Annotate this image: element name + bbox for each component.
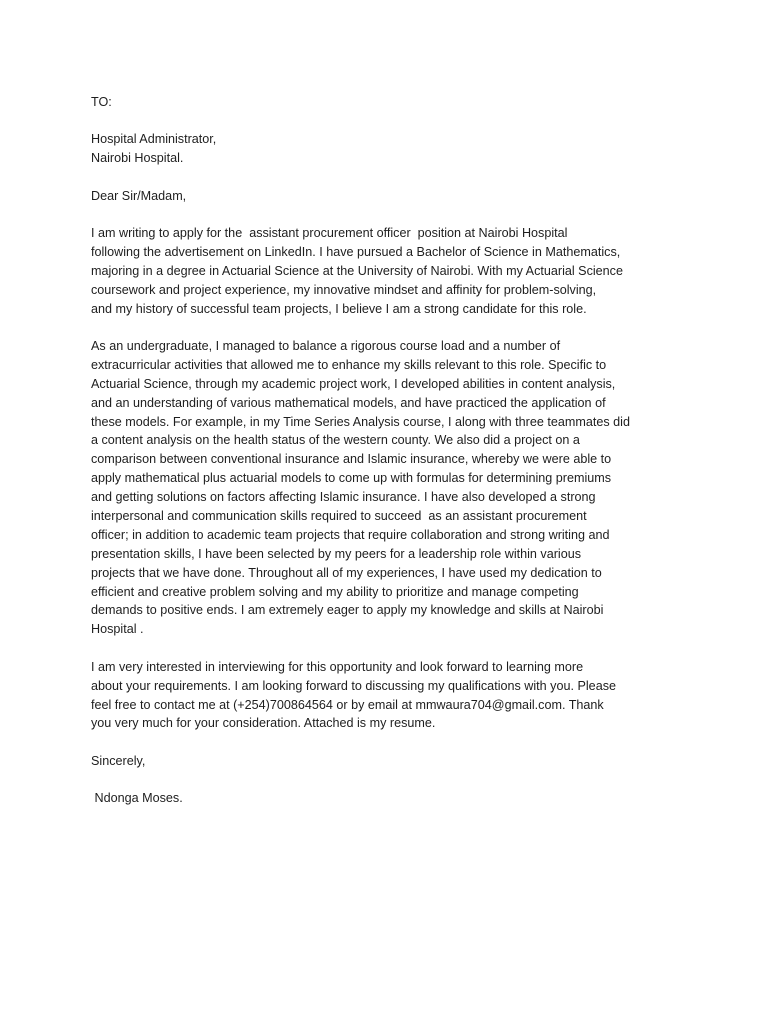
recipient-organization: Nairobi Hospital.	[91, 151, 184, 166]
paragraph-line: apply mathematical plus actuarial models to come up with formulas for determining premiums	[91, 471, 612, 486]
recipient-title: Hospital Administrator,	[91, 132, 217, 147]
spacer	[91, 639, 691, 658]
paragraph-closing	[91, 658, 691, 734]
paragraph-line: presentation skills, I have been selected by my peers for a leadership role within various	[91, 546, 582, 561]
signature: Ndonga Moses.	[91, 791, 183, 806]
paragraph-line: and getting solutions on factors affecting Islamic insurance. I have also developed a strong	[91, 490, 596, 505]
paragraph-line: these models. For example, in my Time Series Analysis course, I along with three teammates did	[91, 414, 630, 429]
salutation: Dear Sir/Madam,	[91, 188, 187, 203]
paragraph-intro	[91, 224, 691, 318]
paragraph-line: and an understanding of various mathematical models, and have practiced the application of	[91, 395, 606, 410]
closing: Sincerely,	[91, 753, 146, 768]
spacer	[91, 206, 691, 225]
paragraph-line: projects that we have done. Throughout all of my experiences, I have used my dedication to	[91, 565, 602, 580]
paragraph-line: following the advertisement on LinkedIn. I have pursued a Bachelor of Science in Mathematics,	[91, 244, 621, 259]
spacer	[91, 112, 691, 131]
paragraph-line: a content analysis on the health status of the western county. We also did a project on a	[91, 433, 580, 448]
spacer	[91, 733, 691, 752]
paragraph-line: feel free to contact me at (+254)700864564 or by email at mmwaura704@gmail.com. Thank	[91, 697, 604, 712]
to-label: TO:	[91, 95, 112, 109]
spacer	[91, 168, 691, 187]
paragraph-line: interpersonal and communication skills required to succeed as an assistant procurement	[91, 509, 587, 524]
paragraph-line: you very much for your consideration. Attached is my resume.	[91, 716, 436, 731]
paragraph-line: I am very interested in interviewing for this opportunity and look forward to learning more	[91, 659, 584, 674]
paragraph-line: extracurricular activities that allowed me to enhance my skills relevant to this role. Specific to	[91, 357, 607, 372]
paragraph-line: coursework and project experience, my innovative mindset and affinity for problem-solving,	[91, 282, 597, 297]
paragraph-line: and my history of successful team projects, I believe I am a strong candidate for this role.	[91, 301, 587, 316]
spacer	[91, 771, 691, 790]
paragraph-line: efficient and creative problem solving and my ability to prioritize and manage competing	[91, 584, 579, 599]
paragraph-line: about your requirements. I am looking forward to discussing my qualifications with you. Please	[91, 678, 616, 693]
paragraph-line: demands to positive ends. I am extremely eager to apply my knowledge and skills at Nairobi	[91, 603, 604, 618]
spacer	[91, 319, 691, 338]
paragraph-line: Hospital .	[91, 622, 144, 637]
paragraph-line: majoring in a degree in Actuarial Science at the University of Nairobi. With my Actuarial Science	[91, 263, 623, 278]
paragraph-experience	[91, 337, 691, 639]
paragraph-line: Actuarial Science, through my academic project work, I developed abilities in content analysis,	[91, 376, 616, 391]
paragraph-line: I am writing to apply for the assistant procurement officer position at Nairobi Hospital	[91, 226, 568, 241]
paragraph-line: officer; in addition to academic team projects that require collaboration and strong writing and	[91, 527, 610, 542]
paragraph-line: As an undergraduate, I managed to balance a rigorous course load and a number of	[91, 339, 561, 354]
paragraph-line: comparison between conventional insurance and Islamic insurance, whereby we were able to	[91, 452, 612, 467]
cover-letter	[91, 93, 691, 808]
